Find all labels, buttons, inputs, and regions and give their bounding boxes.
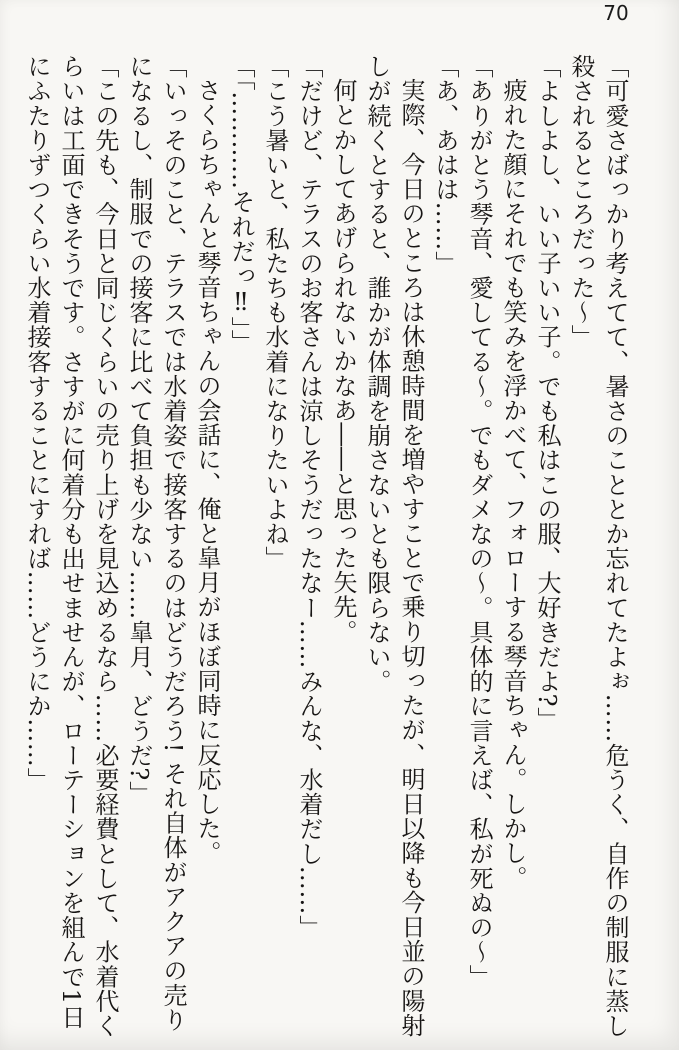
paragraph-narration: 何とかしてあげられないかなあ――と思った矢先。 (329, 78, 357, 644)
page-number: 70 (603, 1, 629, 25)
paragraph-dialogue: 「この先も、今日と同じくらいの売り上げを見込めるなら……必要経費として、水着代くらいは工面できそうです。さすがに何着分も出せませんが、ローテーションを組んで1日にふたりずつくらい水着接客することにすれば……どうにか……」 (23, 54, 119, 1038)
paragraph-dialogue: 「こう暑いと、私たちも水着になりたいよね」 (261, 54, 289, 571)
paragraph-dialogue: 「いっそのこと、テラスでは水着姿で接客するのはどうだろう! それ自体がアクアの売りになるし、制服での接客に比べて負担も少ない……皐月、どうだ?」 (125, 54, 187, 1032)
paragraph-dialogue: 「よしよし、いい子いい子。でも私はこの服、大好きだよ?」 (533, 54, 561, 732)
paragraph-narration: さくらちゃんと琴音ちゃんの会話に、俺と皐月がほぼ同時に反応した。 (193, 78, 221, 866)
paragraph-dialogue: 「あ、あはは……」 (431, 54, 459, 276)
paragraph-narration: 実際、今日のところは休憩時間を増やすことで乗り切ったが、明日以降も今日並の陽射しが続くとすると、誰かが体調を崩さないとも限らない。 (363, 54, 425, 1038)
text-block (19, 54, 632, 1041)
paragraph-dialogue: 「「…………それだっ‼」」 (227, 54, 255, 354)
paragraph-dialogue: 「だけど、テラスのお客さんは涼しそうだったなー……みんな、水着だし……」 (295, 54, 323, 940)
paragraph-narration: 疲れた顔にそれでも笑みを浮かべて、フォローする琴音ちゃん。しかし。 (499, 78, 527, 890)
paragraph-dialogue: 「ありがとう琴音、愛してる〜。でもダメなの〜。具体的に言えば、私が死ぬの〜」 (465, 54, 493, 989)
paragraph-dialogue: 「可愛さばっかり考えてて、暑さのこととか忘れてたよぉ……危うく、自作の制服に蒸し殺されるところだった〜」 (567, 54, 629, 1038)
